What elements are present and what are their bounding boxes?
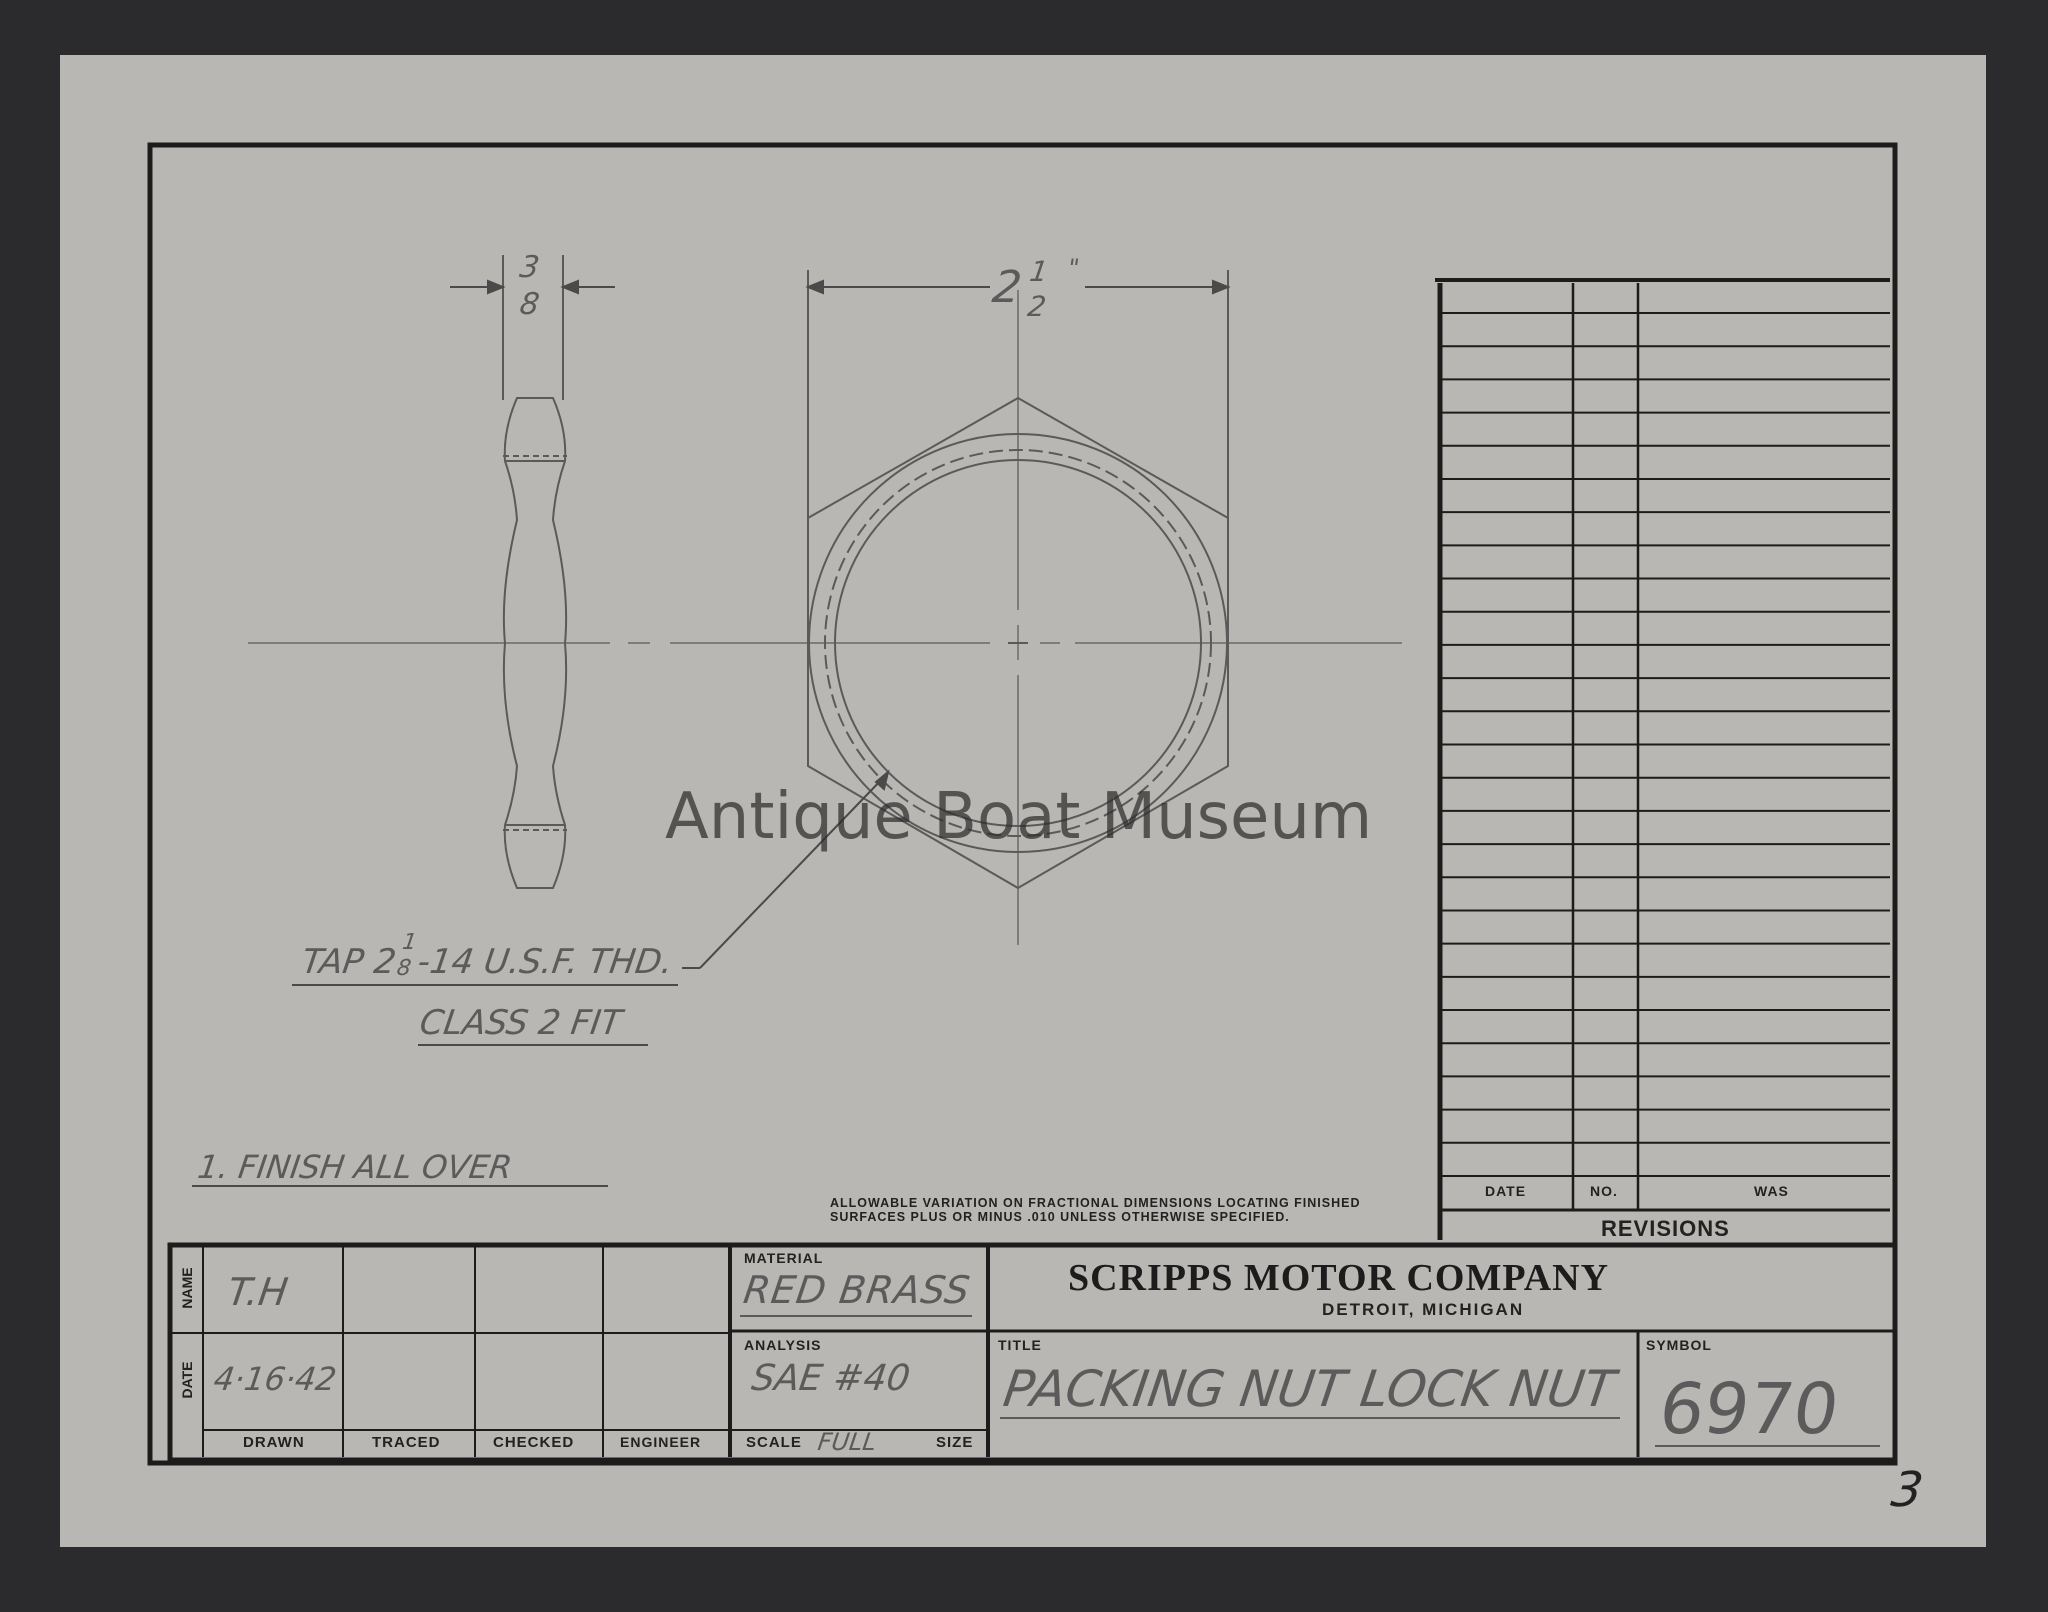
drawn-label: DRAWN [243, 1434, 305, 1451]
analysis-label: ANALYSIS [744, 1337, 822, 1353]
dim-width-mark: " [1066, 254, 1082, 282]
sheet-number: 3 [1888, 1462, 1927, 1518]
name-label: NAME [179, 1267, 195, 1309]
dim-width-num: 1 [1027, 255, 1051, 288]
title-value: PACKING NUT LOCK NUT [999, 1360, 1619, 1418]
revisions-table [1435, 280, 1890, 1245]
tap-note-line2: CLASS 2 FIT [417, 1003, 625, 1043]
rev-col-no: NO. [1590, 1183, 1618, 1199]
tap-note-rest: -14 U.S.F. THD. [415, 942, 676, 982]
date-value: 4·16·42 [211, 1360, 339, 1398]
tap-note-den: 8 [395, 956, 413, 981]
revisions-title: REVISIONS [1601, 1216, 1730, 1241]
checked-label: CHECKED [493, 1434, 575, 1451]
engineer-label: ENGINEER [620, 1434, 702, 1450]
company-location: DETROIT, MICHIGAN [1322, 1300, 1525, 1319]
tolerance-note: ALLOWABLE VARIATION ON FRACTIONAL DIMENSIONS LOCATING FINISHED SURFACES PLUS OR MINUS .010 UNLESS OTHERWISE SPECIFIED. [830, 1196, 1361, 1224]
size-label: SIZE [936, 1434, 974, 1451]
scale-label: SCALE [746, 1434, 802, 1451]
dim-width-whole: 2 [989, 262, 1025, 313]
rev-col-was: WAS [1754, 1183, 1789, 1199]
rev-col-date: DATE [1485, 1183, 1527, 1199]
tap-note-line1 [299, 930, 676, 982]
traced-label: TRACED [372, 1434, 441, 1451]
dim-thickness-den: 8 [517, 287, 542, 322]
material-label: MATERIAL [744, 1250, 824, 1266]
date-label: DATE [179, 1361, 195, 1399]
symbol-label: SYMBOL [1646, 1337, 1712, 1353]
dim-thickness-num: 3 [517, 250, 542, 285]
nut-side-view [503, 255, 567, 888]
tap-note-num: 1 [400, 930, 419, 955]
dim-width-den: 2 [1025, 290, 1049, 323]
company-name: SCRIPPS MOTOR COMPANY [1068, 1257, 1610, 1299]
tap-note-start: TAP 2 [299, 942, 399, 982]
name-value: T.H [224, 1270, 291, 1314]
watermark-text: Antique Boat Museum [665, 780, 1373, 854]
symbol-value: 6970 [1654, 1368, 1844, 1450]
scale-value: FULL [816, 1428, 879, 1456]
finish-note: 1. FINISH ALL OVER [195, 1148, 515, 1186]
title-label: TITLE [998, 1337, 1042, 1353]
material-value: RED BRASS [740, 1268, 974, 1312]
analysis-value: SAE #40 [749, 1358, 913, 1399]
